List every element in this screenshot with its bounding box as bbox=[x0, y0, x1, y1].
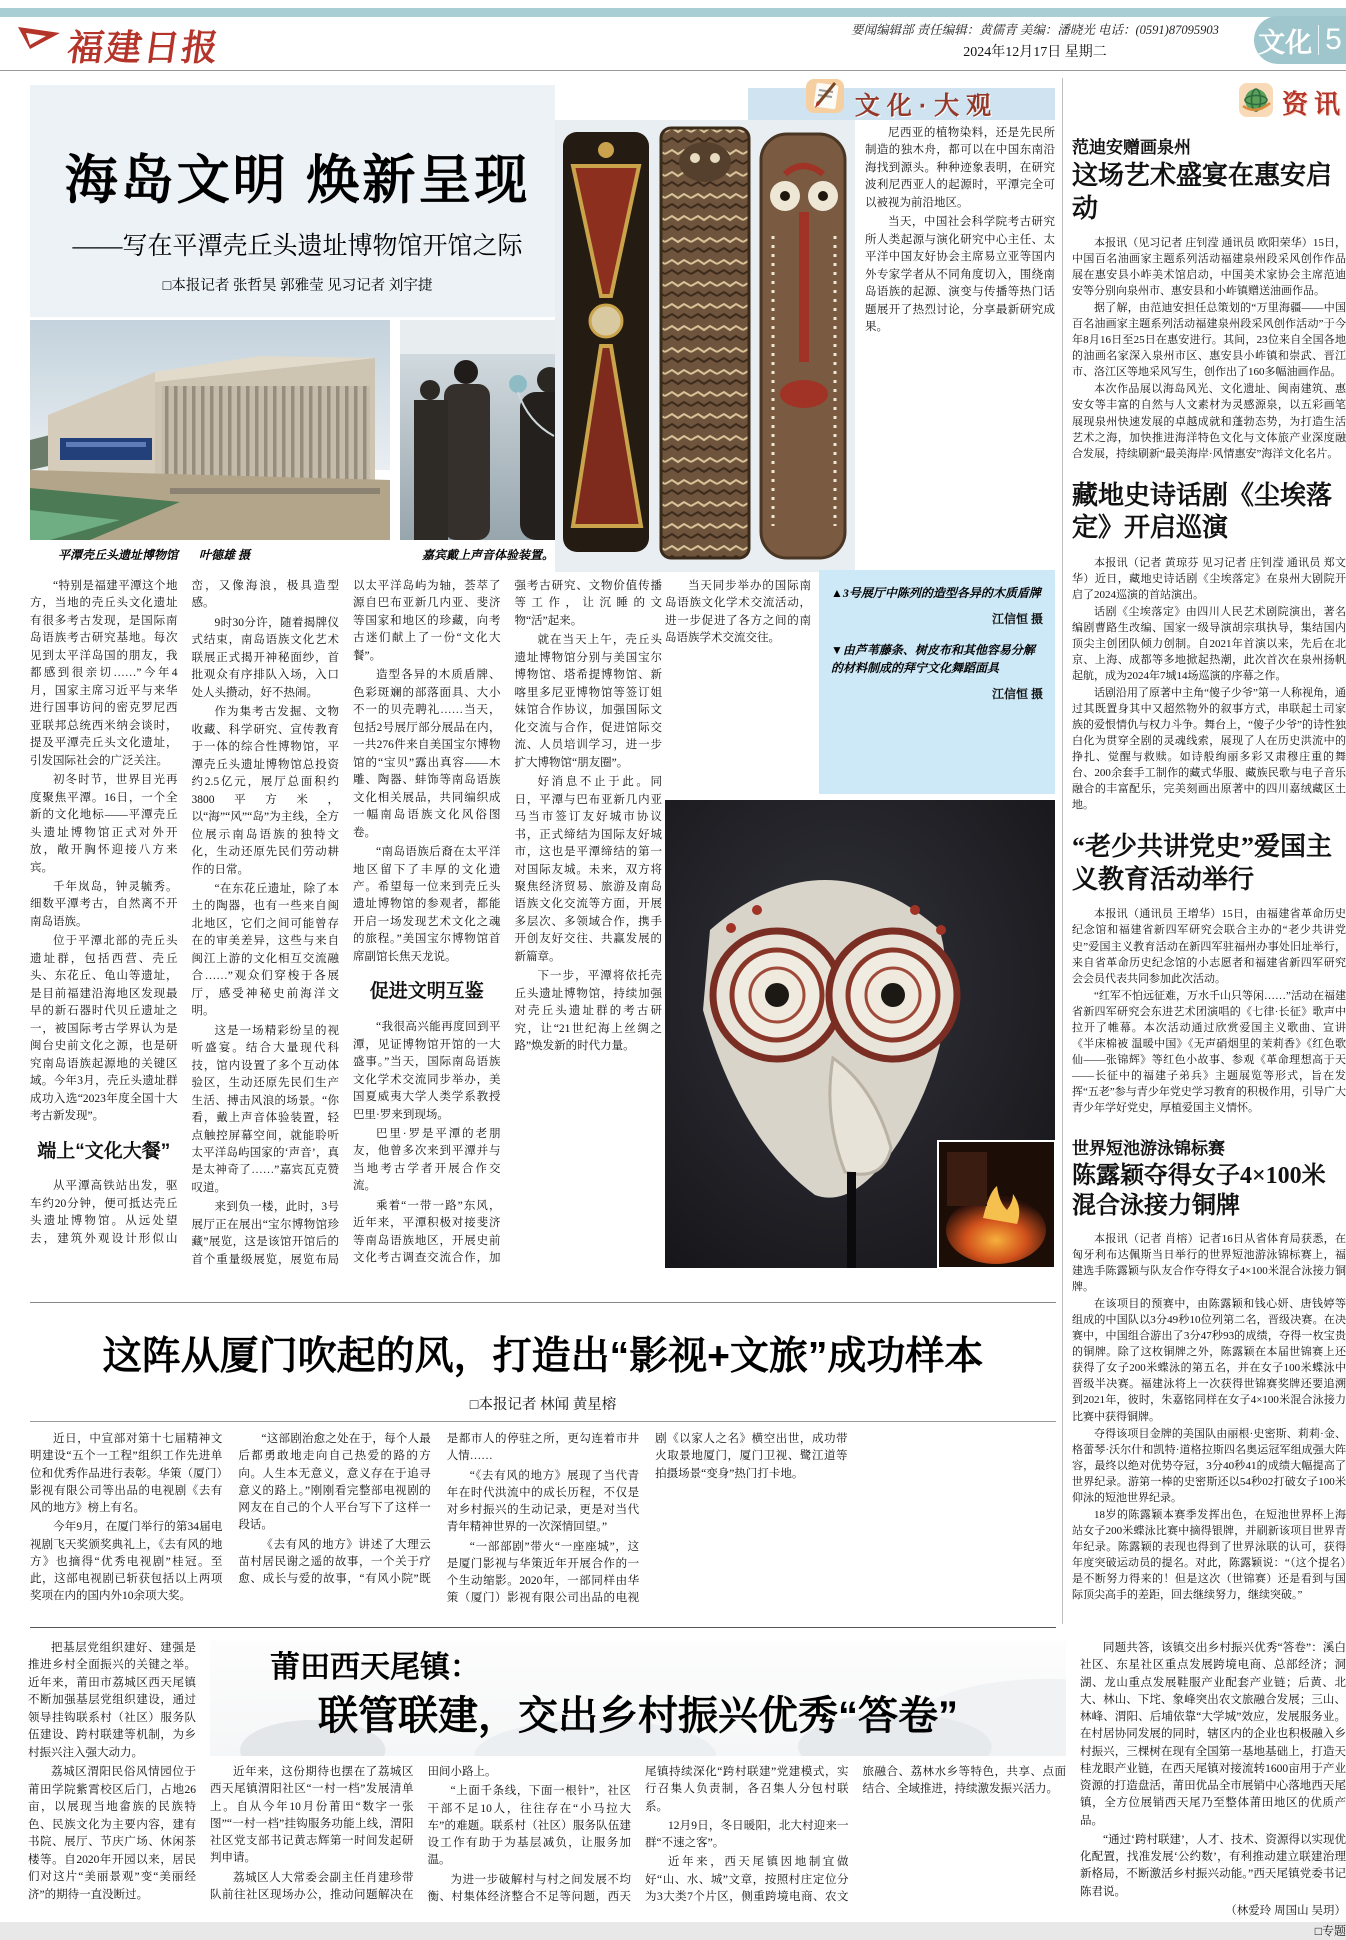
article-mid-column bbox=[665, 578, 811, 792]
paragraph: “通过‘跨村联建’，人才、技术、资源得以实现优化配置，找准发展‘公约数’，有利推动建立联建治理新格局，不断激活乡村振兴动能。”西天尾镇党委书记陈君说。 bbox=[1080, 1833, 1346, 1898]
paragraph: 把基层党组织建好、建强是推进乡村全面振兴的关键之举。近年来，莆田市荔城区西天尾镇不断加强基层党组织建设，通过领导挂钩联系村（社区）服务队伍建设、跨村联建等机制，为乡村振兴注入强大动力。 bbox=[28, 1642, 196, 1759]
mask-credit: 江信恒 摄 bbox=[991, 687, 1043, 701]
rail-article-body bbox=[1072, 235, 1346, 462]
flag-icon bbox=[16, 23, 62, 68]
section-page-badge bbox=[1254, 16, 1346, 64]
paragraph: “在东花丘遗址，除了本土的陶器，也有一些来自闽北地区，它们之间可能曾存在的审美差异，这些与来自闽江上游的文化相互交流融合……”观众们穿梭于各展厅，感受神秘史前海洋文明。 bbox=[191, 882, 339, 1018]
page-number: 5 bbox=[1325, 23, 1342, 56]
paragraph: 作为集考古发掘、文物收藏、科学研究、宣传教育于一体的综合性博物馆，平潭壳丘头遗址博物馆总投资约2.5亿元，展厅总面积约3800平方米，以“海”“风”“岛”为主线，全方位展示南岛语族的独特文化，生动还原先民们劳动耕作的日常。 bbox=[191, 706, 339, 876]
paragraph: 荔城区渭阳民俗风情园位于莆田学院紫霄校区后门，占地26亩，以展现当地畲族的民族特色、民族文化为主要内容，建有书院、展厅、节庆广场、休闲茶楼等。自2020年开园以来，居民们对这片“美丽景观”变“美丽经济”的期待一直没断过。 bbox=[28, 1766, 196, 1901]
rail-article-kicker: 范迪安赠画泉州 bbox=[1072, 138, 1191, 157]
film-article-headline: 这阵从厦门吹起的风，打造出“影视+文旅”成功样本 bbox=[102, 1335, 984, 1378]
paragraph: 据了解，由范迪安担任总策划的“万里海疆——中国百名油画家主题系列活动福建泉州段采风创作活动”于今年8月16日至25日在惠安进行。其间，23位来自全国各地的油画名家深入泉州市区、惠安县小岞镇和崇武、晋江市、洛江区等地采风写生，创作出了160多幅油画作品。 bbox=[1072, 302, 1346, 379]
paragraph: 尼西亚的植物染料，还是先民所制造的独木舟，都可以在中国东南沿海找到源头。种种迹象表明，在研究波利尼西亚人的起源时，平潭完全可以被视为前沿地区。 bbox=[865, 127, 1055, 209]
culture-banner bbox=[748, 88, 1055, 120]
paragraph: “红军不怕远征难，万水千山只等闲……”活动在福建省新四军研究会东进艺术团演唱的《七律·长征》歌声中拉开了帷幕。本次活动通过欣赏爱国主义歌曲、宣讲《半床棉被 温暖中国》《无声硝烟里的茉莉香》《红色歌仙——张锦辉》等红色小故事、参观《革命理想高于天——长征中的福建子弟兵》主题展览等形式，旨在发挥“五老”参与青少年党史学习教育的积极作用，引导广大青少年学好党史，厚植爱国主义情怀。 bbox=[1072, 989, 1346, 1114]
museum-photo bbox=[30, 320, 390, 540]
paragraph: 乘着“一带一路”东风，近年来，平潭积极对接斐济等南岛语族地区，开展史前文化考古调查交流合作，加强考古研究、文物价值传播等工作，让沉睡的文物“活”起来。 bbox=[353, 580, 662, 1265]
mask-caption: ▼由芦苇藤条、树皮布和其他容易分解的材料制成的拜宁文化舞蹈面具 bbox=[831, 643, 1035, 675]
main-article-body bbox=[30, 578, 662, 1270]
village-article-center bbox=[210, 1640, 1066, 1916]
paragraph: 夺得该项目金牌的美国队由丽根·史密斯、莉莉·金、格蕾琴·沃尔什和凯特·道格拉斯四名奥运冠军组成强大阵容，最终以绝对优势夺冠，3分40秒41的成绩大幅提高了世界纪录。游第一棒的史密斯还以54秒02打破女子100米仰泳的短池世界纪录。 bbox=[1072, 1427, 1346, 1504]
rail-article-body bbox=[1072, 1231, 1346, 1603]
top-accent-strip bbox=[0, 8, 1346, 17]
photo-credit: 叶德雄 摄 bbox=[199, 548, 251, 562]
column-divider bbox=[1062, 78, 1063, 1624]
news-badge-label: 资讯 bbox=[1281, 89, 1346, 119]
main-article bbox=[30, 78, 1056, 1290]
special-topic-tag: □专题 bbox=[1314, 1924, 1346, 1938]
fire-scene-photo bbox=[938, 1141, 1055, 1268]
paragraph: 当天，中国社会科学院考古研究所人类起源与演化研究中心主任、太平洋中国友好协会主席易立亚等国内外专家学者从不同角度切入，围绕南岛语族的起源、演变与传播等热门话题展开了热烈讨论，分享最新研究成果。 bbox=[865, 216, 1055, 334]
rail-article-kicker: 世界短池游泳锦标赛 bbox=[1072, 1139, 1225, 1159]
paragraph: 下一步，平潭将依托壳丘头遗址博物馆，持续加强对壳丘头遗址群的考古研究，让“21世纪海上丝绸之路”焕发新的时代力量。 bbox=[514, 970, 662, 1053]
paragraph: 本次作品展以海岛风光、文化遗址、闽南建筑、惠安女等丰富的自然与人文素材为灵感源泉，以五彩画笔展现泉州快速发展的卓越成就和蓬勃态势，为打造生活艺术之海，加快推进海洋特色文化与文体旅产业深度融合发展，持续刷新“最美海岸·风情惠安”海洋文化名片。 bbox=[1072, 383, 1346, 460]
rail-article-1 bbox=[1072, 133, 1346, 462]
village-article-right-column bbox=[1080, 1640, 1346, 1938]
paragraph: 本报讯（记者 肖榕）记者16日从省体育局获悉，在匈牙利布达佩斯当日举行的世界短池游泳锦标赛上，福建选手陈露颖与队友合作夺得女子4×100米混合泳接力铜牌。 bbox=[1072, 1233, 1346, 1294]
paragraph: 就在当天上午，壳丘头遗址博物馆分别与美国宝尔博物馆、塔希提博物馆、新喀里多尼亚博物馆等签订姐妹馆合作协议，加强国际文化交流与合作，促进馆际交流、人员培训学习，进一步扩大博物馆“朋友圈”。 bbox=[514, 634, 662, 769]
newspaper-logo bbox=[16, 20, 223, 71]
paragraph: 近年来，这份期待也摆在了荔城区西天尾镇渭阳社区“一村一档”发展清单上。自从今年10月份莆田“数字一张图”“一村一档”挂钩服务功能上线，渭阳社区党支部书记黄志辉第一时间发起研判申请。 bbox=[210, 1766, 414, 1865]
paragraph: 巴里·罗是平潭的老朋友，他曾多次来到平潭并与当地考古学者开展合作交流。 bbox=[353, 1128, 501, 1193]
paragraph: “《去有风的地方》展现了当代青年在时代洪流中的成长历程，不仅是对乡村振兴的生动记录，更是对当代青年精神世界的一次深情回望。” bbox=[446, 1469, 640, 1534]
wooden-shields-photo bbox=[555, 120, 855, 572]
rail-article-4 bbox=[1072, 1134, 1346, 1603]
rail-article-3 bbox=[1072, 831, 1346, 1116]
paragraph: 《去有风的地方》讲述了大理云苗村居民谢之遥的故事，一个关于疗愈、成长与爱的故事，“有风小院”既是都市人的停驻之所，更勾连着市井人情…… bbox=[238, 1433, 640, 1585]
section-subhead: 端上“文化大餐” bbox=[37, 1140, 171, 1162]
main-headline: 海岛文明 焕新呈现 bbox=[64, 151, 531, 210]
paragraph: “一部部剧”带火“一座座城”，这是厦门影视与华策近年开展合作的一个生动缩影。2020年，一部同样由华策（厦门）影视有限公司出品的电视剧《以家人之名》横空出世，成功带火取景地厦门，厦门卫视、鹭江道等拍摄场景“变身”热门打卡地。 bbox=[446, 1433, 848, 1605]
shields-credit: 江信恒 摄 bbox=[991, 612, 1043, 626]
paragraph: “我很高兴能再度回到平潭，见证博物馆开馆的一大盛事。”当天，国际南岛语族文化学术交流同步举办，美国夏威夷大学人类学系教授巴里·罗来到现场。 bbox=[353, 1021, 501, 1121]
paragraph: 12月9日，冬日暖阳，北大村迎来一群“不速之客”。 bbox=[645, 1819, 849, 1849]
issue-date: 2024年12月17日 星期二 bbox=[963, 45, 1107, 60]
paragraph: 好消息不止于此。同日，平潭与巴布亚新几内亚马当市签订友好城市协议书，正式缔结为国际友好城市，这也是平潭缔结的第一对国际友城。未来，双方将聚焦经济贸易、旅游及南岛语族文化交流等方面，开展多层次、多领域合作，携手开创友好交往、共赢发展的新篇章。 bbox=[514, 776, 662, 963]
village-article-body bbox=[210, 1764, 1066, 1912]
shield-face bbox=[761, 134, 845, 558]
paragraph: 话剧《尘埃落定》由四川人民艺术剧院演出，著名编剧曹路生改编、国家一级导演胡宗琪执导，集结国内顶尖主创团队倾力创制。自2021年首演以来，先后在北京、上海、成都等多地掀起热潮，此次首次在泉州扬帆起航，成为2024年7城14场巡演的序幕之作。 bbox=[1072, 605, 1346, 682]
paragraph: 当天同步举办的国际南岛语族文化学术交流活动，进一步促进了各方之间的南岛语族学术交流交往。 bbox=[665, 580, 811, 645]
village-headline-band bbox=[210, 1640, 1066, 1756]
paragraph: 初冬时节，世界目光再度聚焦平潭。16日，一个全新的文化地标——平潭壳丘头遗址博物馆正式对外开放，敞开胸怀迎接八方来宾。 bbox=[30, 774, 178, 874]
badge-divider bbox=[1318, 25, 1319, 55]
editorial-credits: 要闻编辑部 责任编辑：黄儒青 美编：潘晓光 电话：(0591)87095903 bbox=[851, 23, 1219, 37]
paragraph: 造型各异的木质盾牌、色彩斑斓的部落面具、大小不一的贝壳聘礼……当天，包括2号展厅部分展品在内，一共276件来自美国宝尔博物馆的“宝贝”露出真容——木雕、陶器、蚌饰等南岛语族文化相关展品，共同编织成一幅南岛语族文化风俗图卷。 bbox=[353, 669, 501, 839]
paragraph: 近日，中宣部对第十七届精神文明建设“五个一工程”组织工作先进单位和优秀作品进行表彰。华策（厦门）影视有限公司等出品的电视剧《去有风的地方》榜上有名。 bbox=[30, 1433, 223, 1514]
paragraph: 18岁的陈露颖本赛季发挥出色，在短池世界杯上海站女子200米蝶泳比赛中摘得银牌，并刷新该项目世界青年纪录。陈露颖的表现也得到了世界泳联的认可，获得年度突破运动员的提名。对此，陈露颖说：“（这个提名）是不断努力得来的！但是这次（世锦赛）还是看到与国际顶尖高手的差距，回去继续努力，继续突破。” bbox=[1072, 1508, 1346, 1602]
paragraph: 本报讯（见习记者 庄钊滢 通讯员 欧阳荣华）15日，中国百名油画家主题系列活动福建泉州段采风创作作品展在惠安县小岞美术馆启动，中国美术家协会主席范迪安等分别向泉州市、惠安县和小岞镇赠送油画作品。 bbox=[1072, 237, 1346, 298]
brand-name: 福建日报 bbox=[64, 28, 223, 68]
paragraph: 荔城区人大常委会副主任肖建珍带队前往社区现场办公，推动问题解决在田间小路上。 bbox=[210, 1766, 497, 1901]
paragraph: 本报讯（记者 黄琼芬 见习记者 庄钊滢 通讯员 郑文华）近日，藏地史诗话剧《尘埃落定》在泉州大剧院开启了2024巡演的首站演出。 bbox=[1072, 556, 1346, 601]
village-article bbox=[28, 1640, 1346, 1938]
section-subhead: 促进文明互鉴 bbox=[369, 981, 484, 1003]
village-right-text bbox=[1080, 1640, 1346, 1901]
paragraph: 位于平潭北部的壳丘头遗址群，包括西营、壳丘头、东花丘、龟山等遗址，是目前福建沿海地区发现最早的新石器时代贝丘遗址之一，被国际考古学界认为是闽台史前文化之源，也是研究南岛语族起源地的关键区域。今年3月，壳丘头遗址群成功入选“2023年度全国十大考古新发现”。 bbox=[30, 935, 178, 1123]
article-side-column bbox=[865, 125, 1055, 571]
village-headline: 联管联建，交出乡村振兴优秀“答卷” bbox=[318, 1694, 958, 1738]
rail-article-title: 这场艺术盛宴在惠安启动 bbox=[1072, 161, 1333, 223]
paragraph: 这是一场精彩纷呈的视听盛宴。结合大量现代科技，馆内设置了多个互动体验区，生动还原先民们生产生活、搏击风浪的场景。“你看，戴上声音体验装置，轻点触控屏幕空间，就能聆听太平洋岛屿国家的‘声音’，真是太神奇了……”嘉宾瓦克赞叹道。 bbox=[191, 1024, 339, 1194]
caption-text: 嘉宾戴上声音体验装置。 bbox=[422, 548, 555, 562]
paragraph: 今年9月，在厦门举行的第34届电视剧飞天奖颁奖典礼上，《去有风的地方》也摘得“优秀电视剧”桂冠。至此，这部电视剧已斩获包括以上两项奖项在内的国内外10余项大奖。 bbox=[30, 1521, 223, 1603]
paragraph: 同题共答，该镇交出乡村振兴优秀“答卷”：溪白社区、东星社区重点发展跨境电商、总部经济；洞湖、龙山重点发展鞋服产业配套产业链；后黄、北大、林山、下垞、象峰突出农文旅融合发展；三山、林峰、渭阳、后埔依靠“大学城”效应，发展服务业。在村居协同发展的同时，辖区内的企业也积极融入乡村振兴，三棵树在现有全国第一基地基础上，打造天桂龙眼产业链，在西天尾镇对接流转1600亩用于产业资源的打造盘活，莆田优品全市展销中心落地西天尾镇，全方位展销西天尾乃至整体莆田地区的优质产品。 bbox=[1080, 1642, 1346, 1827]
paragraph: 近年来，西天尾镇因地制宜做好“山、水、城”文章，按照村庄定位分为3大类7个片区，侧重跨境电商、农文旅融合、荔林水乡等特色，共享、点面结合、全域推进，持续激发振兴活力。 bbox=[645, 1766, 1066, 1903]
paragraph: 本报讯（通讯员 王增华）15日，由福建省革命历史纪念馆和福建省新四军研究会联合主办的“老少共讲党史”爱国主义教育活动在新四军驻福州办事处旧址举行，来自省革命历史纪念馆的小志愿者和福建省新四军研究会会员代表共同参加此次活动。 bbox=[1072, 908, 1346, 985]
village-kicker: 莆田西天尾镇： bbox=[270, 1651, 480, 1684]
main-byline: □本报记者 张哲昊 郭雅莹 见习记者 刘宇捷 bbox=[162, 278, 433, 294]
artifact-caption-block bbox=[819, 570, 1055, 794]
byline-rule bbox=[30, 1421, 1056, 1422]
paragraph: “这部剧治愈之处在于，每个人最后都勇敢地走向自己热爱的路的方向。人生本无意义，意义存在于追寻意义的路上。”刚刚看完整部电视剧的网友在自己的个人平台写下了这样一段话。 bbox=[238, 1433, 431, 1532]
paragraph: 9时30分许，随着揭牌仪式结束，南岛语族文化艺术联展正式揭开神秘面纱，首批观众有序排队入场，入口处人头攒动，好不热闹。 bbox=[191, 616, 339, 699]
shield-hourglass bbox=[563, 132, 649, 552]
paragraph: 来到负一楼，此时，3号展厅正在展出“宝尔博物馆珍藏”展览，这是该馆开馆后的首个重量级展览，展览布局以太平洋岛屿为轴，荟萃了源自巴布亚新几内亚、斐济等国家和地区的珍藏，向考古迷们献上了一份“文化大餐”。 bbox=[191, 580, 501, 1266]
paragraph: “上面千条线，下面一根针”，社区干部不足10人，往往存在“小马拉大车”的难题。联系村（社区）服务队伍建设工作有助于为基层减负，让服务加温。 bbox=[427, 1785, 631, 1867]
paragraph: 在该项目的预赛中，由陈露颖和钱心妍、唐钱婷等组成的中国队以3分49秒10位列第二名，晋级决赛。在决赛中，中国组合游出了3分47秒93的成绩，夺得一枚宝贵的铜牌。除了这枚铜牌之外，陈露颖在本届世锦赛上还获得了女子200米蝶泳的第五名，并在女子100米蝶泳中晋级半决赛。福建泳将上一次获得世锦赛奖牌还要追溯到2021年，彼时，朱嘉铭同样在女子4×100米混合泳接力比赛中获得铜牌。 bbox=[1072, 1298, 1346, 1423]
photo1-caption bbox=[58, 546, 388, 563]
paragraph: 千年岚岛，钟灵毓秀。细数平潭考古，自然离不开南岛语族。 bbox=[30, 880, 178, 928]
main-subheadline: ——写在平潭壳丘头遗址博物馆开馆之际 bbox=[72, 233, 523, 260]
film-tourism-article bbox=[30, 1302, 1056, 1628]
news-rail bbox=[1072, 78, 1346, 1624]
paragraph: “特别是福建平潭这个地方，当地的壳丘头文化遗址有很多考古发现，是国际南岛语族考古研究基地。每次见到太平洋岛国的朋友，我都感到很亲切……”今年4月，国家主席习近平与来华进行国事访问的密克罗尼西亚联邦总统西米纳会谈时，提及平潭壳丘头文化遗址，引发国际社会的广泛关注。 bbox=[30, 580, 178, 767]
author-signature: （林爱玲 周国山 吴玥） bbox=[1225, 1904, 1346, 1917]
rail-article-body bbox=[1072, 906, 1346, 1116]
globe-icon bbox=[1238, 82, 1274, 123]
paragraph: 从平潭高铁站出发，驱车约20分钟，便可抵达壳丘头遗址博物馆。从远处望去，建筑外观设计形似山峦，又像海浪，极具造型感。 bbox=[30, 580, 339, 1245]
masthead-info bbox=[840, 20, 1230, 61]
shield-carved bbox=[661, 128, 749, 558]
rail-article-2 bbox=[1072, 480, 1346, 814]
scroll-pen-icon bbox=[805, 75, 845, 120]
news-badge bbox=[1072, 82, 1346, 123]
masthead-rule bbox=[0, 70, 1346, 71]
rail-article-title: 藏地史诗话剧《尘埃落定》开启巡演 bbox=[1072, 480, 1333, 543]
village-article-left-column bbox=[28, 1640, 196, 1916]
dance-mask-photo bbox=[665, 800, 1055, 1268]
shields-caption: ▲3号展厅中陈列的造型各异的木质盾牌 bbox=[831, 586, 1041, 600]
paragraph: 为进一步破解村与村之间发展不均衡、村集体经济整合不足等问题，西天尾镇持续深化“跨村联建”党建模式，实行召集人负责制，各召集人分包村联系。 bbox=[427, 1766, 849, 1903]
paragraph: 话剧沿用了原著中主角“傻子少爷”第一人称视角，通过其既置身其中又超然物外的叙事方式，串联起土司家族的爱恨情仇与权力斗争。舞台上，“傻子少爷”的诗性独白化为贯穿全剧的灵魂线索，展现了人在历史洪流中的挣扎、觉醒与救赎。如诗般绚丽多彩又肃穆庄重的舞台、200余套手工制作的藏式华服、藏族民歌与电子音乐融合的丰富配乐，完美刻画出原著中的四川嘉绒藏区土地。 bbox=[1072, 687, 1346, 812]
section-label: 文化 bbox=[1258, 27, 1313, 58]
banner-label: 文化·大观 bbox=[854, 92, 999, 120]
caption-text: 平潭壳丘头遗址博物馆 bbox=[58, 548, 179, 562]
rail-article-title: 陈露颖夺得女子4×100米混合泳接力铜牌 bbox=[1072, 1163, 1326, 1220]
rail-article-body bbox=[1072, 555, 1346, 814]
film-article-byline: □本报记者 林闻 黄星榕 bbox=[469, 1397, 617, 1413]
paragraph: “南岛语族后裔在太平洋地区留下了丰厚的文化遗产。希望每一位来到壳丘头遗址博物馆的参观者，都能开启一场发现艺术文化之魂的旅程。”美国宝尔博物馆首席副馆长焦天龙说。 bbox=[353, 846, 501, 963]
rail-article-title: “老少共讲党史”爱国主义教育活动举行 bbox=[1072, 832, 1333, 894]
film-article-body bbox=[30, 1431, 1056, 1617]
